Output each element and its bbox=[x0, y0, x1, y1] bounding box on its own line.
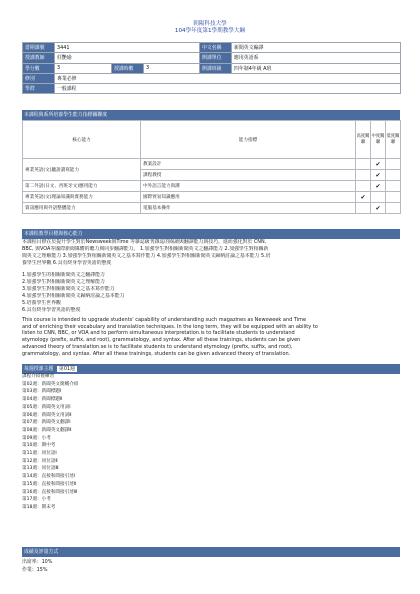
list-item: 作業：15% bbox=[22, 567, 48, 573]
school-name: 朝陽科技大學 bbox=[193, 21, 227, 27]
instructor: 莊艷瑜 bbox=[55, 53, 200, 63]
week-tag: 第01週 bbox=[58, 366, 75, 372]
list-item: 第09週：小考 bbox=[22, 435, 51, 441]
objectives-section-title: 本課程教學目標與核心能力 bbox=[22, 229, 400, 239]
list-item: 第03週：新聞標題Ⅰ bbox=[22, 389, 62, 395]
list-item: 出席率：10% bbox=[22, 559, 53, 565]
list-item: 第11週：同位語Ⅰ bbox=[22, 451, 57, 457]
department: 應用英語系 bbox=[232, 53, 401, 63]
grading-list bbox=[22, 558, 400, 574]
table-row: 課程教授 ✔ bbox=[23, 170, 401, 181]
check-icon: ✔ bbox=[371, 170, 386, 181]
credits: 3 bbox=[55, 63, 112, 73]
table-row: 專業英語(文)理論知識與實務能力 國際貿易知識應用 ✔ bbox=[23, 192, 401, 203]
list-item: 第16週：直接和間接引述Ⅲ bbox=[22, 489, 77, 495]
list-item: 4.加強學生對相關新聞英文歸納討論之基本能力 bbox=[22, 292, 125, 299]
objectives-list bbox=[22, 272, 400, 313]
list-item: 第05週：新聞英文用詞Ⅰ bbox=[22, 404, 71, 410]
col-indicator: 能力指標 bbox=[141, 121, 356, 159]
col-core: 核心能力 bbox=[23, 121, 141, 159]
check-icon: ✔ bbox=[371, 181, 386, 192]
check-icon: ✔ bbox=[371, 159, 386, 170]
list-item: 第07週：新聞英文翻譯Ⅰ bbox=[22, 420, 71, 426]
list-item: 6.具有終身學習英語的態度 bbox=[22, 306, 81, 313]
list-item: 第15週：直接和間接引述Ⅱ bbox=[22, 481, 77, 487]
info-row: 學分數 3 授課時數 3 開課班級 四年制4年級 A班 bbox=[23, 63, 401, 73]
objectives-zh: 本課程目標在於提升學生對於Newsweek與Time 等雜誌級刊雜誌的閱讀與翻譯能力與技巧，進而強化對於 CNN、 BBC, 與VOA等國際新聞媒體的聽力與同步翻譯能力。 1.加強學生對相關新聞英文之翻譯能力 2.加強學生對相關新 聞英文之理解能力 3.加強學生對相關新聞英文之基本寫作能力 4.加強學生對相關新聞英文歸納討論之基本能力 5.培 養學生世界觀 6.具有終身學習英語的態度 bbox=[22, 239, 271, 266]
list-item: 第06週：新聞英文用詞Ⅱ bbox=[22, 412, 72, 418]
course-info-table bbox=[22, 42, 401, 94]
class: 四年制4年級 A班 bbox=[232, 63, 401, 73]
col-level-mid: 中度關聯 bbox=[371, 121, 386, 159]
list-item: 課程介紹暨練習 bbox=[22, 374, 55, 379]
list-item: 5.培養學生世界觀 bbox=[22, 299, 61, 306]
col-level-high: 高度關聯 bbox=[356, 121, 371, 159]
grading-section-title: 成績及評量方式 bbox=[22, 547, 400, 557]
list-item: 第04週：新聞標題Ⅱ bbox=[22, 397, 63, 403]
course-type: 專業必修 bbox=[55, 73, 401, 83]
table-row: 第二外語(日文、西班牙文)應用能力 中外語言能力與溝 ✔ bbox=[23, 181, 401, 192]
document-header bbox=[0, 21, 420, 35]
list-item: 2.加強學生對相關新聞英文之理解能力 bbox=[22, 278, 105, 285]
hours: 3 bbox=[144, 63, 200, 73]
list-item: 第12週：同位語Ⅱ bbox=[22, 458, 58, 464]
col-level-low: 低度關聯 bbox=[386, 121, 401, 159]
course-name: 新聞英文編譯 bbox=[232, 43, 401, 53]
list-item: 1.加強學生的相關新聞英文之翻譯能力 bbox=[22, 272, 105, 278]
syllabus-title: 104學年度第1學期教學大綱 bbox=[174, 28, 246, 34]
schedule-list bbox=[22, 373, 400, 512]
table-row: 資訊應用與外語整體能力 電腦基本操作 ✔ bbox=[23, 203, 401, 214]
list-item: 3.加強學生對相關新聞英文之基本寫作能力 bbox=[22, 285, 115, 292]
list-item: 第13週：同位語Ⅲ bbox=[22, 466, 59, 472]
info-row: 學群 一般課程 bbox=[23, 84, 401, 94]
check-icon: ✔ bbox=[356, 192, 371, 203]
abilities-section-title: 本課程與系所培養學生能力指標關聯度 bbox=[22, 110, 400, 120]
list-item: 第18週：期末考 bbox=[22, 504, 56, 510]
abilities-table bbox=[22, 120, 401, 214]
list-item: 第08週：新聞英文翻譯Ⅱ bbox=[22, 427, 72, 433]
list-item: 第02週：新聞英文簡概介紹 bbox=[22, 381, 79, 387]
objectives-en: This course is intended to upgrade students' capability of understanding such magazines as Newsweek and Time and of enriching their vocabulary and translation techniques. In the long term, they will be equipped with an ability to listen to CNN, BBC, or VOA and to perform simultaneous interpretation.is to facilitate students to understand etymology (prefix, suffix, and root), grammatology, and syntax. After all these trainings, students can be given advanced theory of translation.se is to facilitate students to understand etymology (prefix, suffix, and root), grammatology, and syntax. After all these trainings, students can be given advanced theory of translation. bbox=[22, 317, 318, 357]
course-code: 3441 bbox=[55, 43, 200, 53]
abilities-header-row bbox=[23, 121, 401, 159]
info-row: 修別 專業必修 bbox=[23, 73, 401, 83]
course-group: 一般課程 bbox=[55, 84, 401, 94]
info-row: 授課教師 莊艷瑜 開課單位 應用英語系 bbox=[23, 53, 401, 63]
list-item: 第10週：期中考 bbox=[22, 443, 56, 449]
schedule-section-title: 每週授課主題 第01週 bbox=[22, 364, 400, 374]
check-icon: ✔ bbox=[371, 203, 386, 214]
list-item: 第17週：小考 bbox=[22, 497, 51, 503]
info-row: 當期課號 3441 中文名稱 新聞英文編譯 bbox=[23, 43, 401, 53]
list-item: 第14週：直接和間接引述Ⅰ bbox=[22, 474, 76, 480]
table-row: 專業英語(文)聽說讀寫能力 教案設計 ✔ bbox=[23, 159, 401, 170]
